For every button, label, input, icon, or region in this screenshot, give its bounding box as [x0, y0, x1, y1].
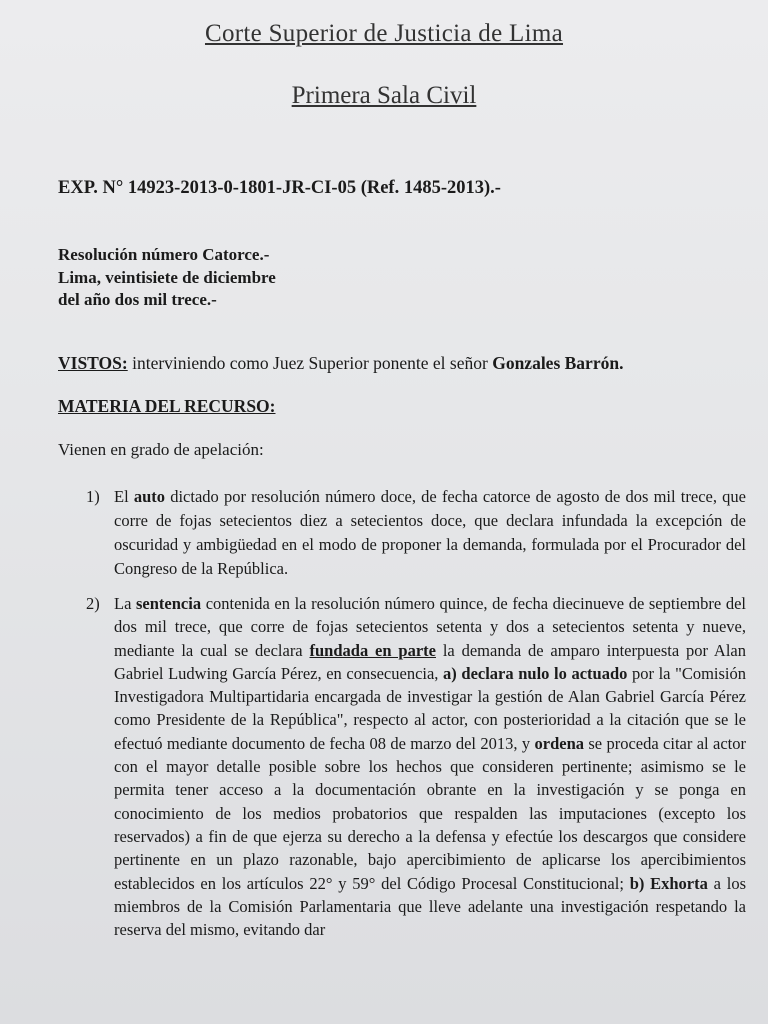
text-run: contenida en la resolución número quince, de fecha diecinueve de septiembre del dos mil trece, que corre de fojas setecientos setenta y dos a setecientos setenta y nueve, mediante la cual se declara	[114, 594, 747, 660]
section-heading: MATERIA DEL RECURSO:	[58, 396, 276, 416]
vistos-paragraph	[58, 353, 623, 374]
vistos-text: interviniendo como Juez Superior ponente el señor	[127, 353, 493, 373]
bold-term: sentencia	[136, 594, 202, 613]
intro-text: Vienen en grado de apelación:	[58, 440, 264, 459]
bold-term: a) declara nulo lo actuado	[443, 663, 628, 683]
chamber-name: Primera Sala Civil	[291, 82, 477, 109]
resolution-year-line: del año dos mil trece.-	[58, 290, 217, 309]
list-item	[86, 592, 746, 941]
bold-term: b) Exhorta	[629, 873, 708, 893]
resolution-number: Resolución número Catorce.-	[58, 245, 270, 264]
text-run: la demanda de amparo interpuesta por Alan Gabriel Ludwing García Pérez, en consecuencia,	[114, 640, 747, 683]
resolution-block	[58, 244, 276, 312]
item-number: 1)	[86, 487, 100, 506]
court-name: Corte Superior de Justicia de Lima	[204, 20, 564, 47]
judge-name: Gonzales Barrón.	[492, 353, 624, 373]
case-number: EXP. N° 14923-2013-0-1801-JR-CI-05 (Ref. 1485-2013).-	[58, 178, 501, 198]
text-run: se proceda citar al actor con el mayor detalle posible sobre los hechos que consideren pertinente; asimismo se le permita tener acceso a la documentación obrante en la investigación y se ponga en conocimiento de los medios probatorios que respalden las imputaciones (excepto los reservados) a fin de que ejerza su derecho a la defensa y efectúe los descargos que considere pertinente en un plazo razonable, bajo apercibimiento de aplicarse los apercibimientos establecidos en los artículos 22° y 59° del Código Procesal Constitucional;	[114, 733, 746, 893]
text-run: El	[114, 487, 134, 506]
resolution-date-line: Lima, veintisiete de diciembre	[58, 267, 276, 287]
text-run: La	[114, 594, 137, 613]
text-run: dictado por resolución número doce, de fecha catorce de agosto de dos mil trece, que corre de fojas setecientos diez a setecientos doce, que declara infundada la excepción de oscuridad y ambigüedad en el modo de proponer la demanda, formulada por el Procurador del Congreso de la República.	[114, 487, 746, 578]
text-run: por la "Comisión Investigadora Multipartidaria encargada de investigar la gestión de Alan Gabriel García Pérez como Presidente de la República", respecto al actor, con posterioridad a la citación que se le efectuó mediante documento de fecha 08 de marzo del 2013, y	[114, 663, 746, 753]
item-text	[114, 485, 746, 581]
bold-term: ordena	[534, 733, 584, 753]
item-number: 2)	[86, 594, 100, 613]
text-run: a los miembros de la Comisión Parlamentaria que lleve adelante una investigación respetando la reserva del mismo, evitando dar	[114, 873, 747, 940]
bold-term: fundada en parte	[309, 640, 436, 660]
vistos-label: VISTOS:	[58, 353, 128, 373]
bold-term: auto	[133, 487, 166, 506]
list-item	[86, 485, 746, 581]
item-text	[114, 592, 746, 941]
